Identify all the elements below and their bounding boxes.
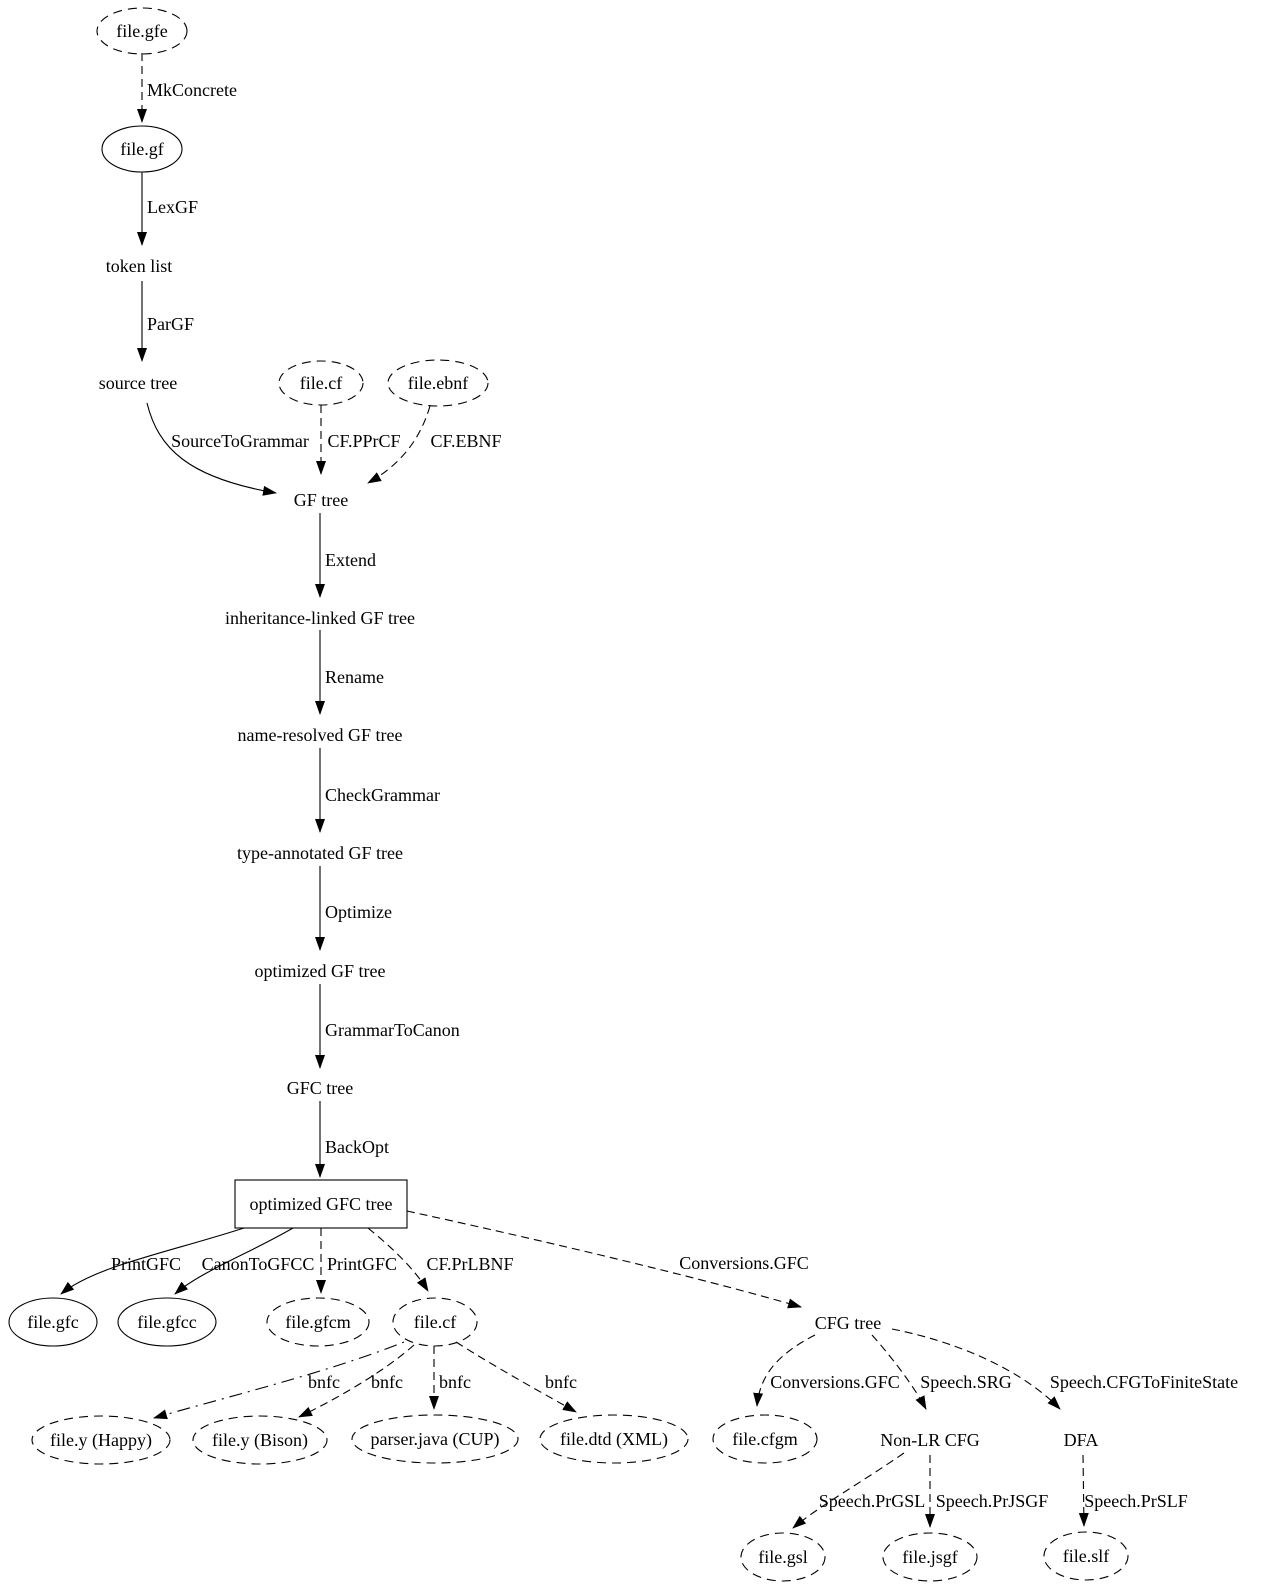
edge-label-bnfc-3: bnfc	[439, 1372, 471, 1392]
edge-label-conversions-gfc-2: Conversions.GFC	[770, 1372, 900, 1392]
node-file-gfcm	[267, 1298, 369, 1346]
edge-label-bnfc-1: bnfc	[308, 1372, 340, 1392]
node-file-jsgf	[883, 1533, 977, 1581]
edge-label-canontogfcc: CanonToGFCC	[201, 1254, 315, 1274]
node-file-cf-top	[279, 361, 363, 405]
edge-label-speech-prslf: Speech.PrSLF	[1084, 1491, 1188, 1511]
node-file-y-happy	[32, 1416, 170, 1464]
file-jsgf-label: file.jsgf	[902, 1547, 958, 1567]
node-file-gfe	[97, 8, 187, 54]
file-gf-label: file.gf	[120, 139, 164, 159]
edge-label-printgfc-1: PrintGFC	[110, 1254, 182, 1274]
file-dtd-xml-label: file.dtd (XML)	[560, 1429, 668, 1449]
nodes	[9, 8, 1128, 1581]
edge-label-printgfc-2: PrintGFC	[326, 1254, 398, 1274]
edge-label-extend: Extend	[325, 550, 376, 570]
edge-label-sourcetogrammar: SourceToGrammar	[171, 431, 309, 451]
edge-conversions-gfc-2	[757, 1335, 815, 1406]
file-gfcm-label: file.gfcm	[285, 1312, 351, 1332]
node-file-gsl	[741, 1533, 825, 1581]
node-file-cfgm	[713, 1415, 817, 1463]
file-slf-label: file.slf	[1062, 1546, 1110, 1566]
parser-java-cup-label: parser.java (CUP)	[370, 1429, 500, 1449]
node-cfg-tree: CFG tree	[814, 1313, 882, 1333]
node-name-resolved-gf-tree: name-resolved GF tree	[237, 725, 403, 745]
file-cf-top-label: file.cf	[299, 373, 343, 393]
node-type-annotated-gf-tree: type-annotated GF tree	[237, 843, 403, 863]
optimized-gfc-tree-label: optimized GFC tree	[249, 1194, 393, 1214]
node-file-slf	[1044, 1532, 1128, 1580]
edge-label-optimize: Optimize	[325, 902, 392, 922]
edge-labels	[111, 80, 1238, 1511]
edge-label-backopt: BackOpt	[325, 1137, 389, 1157]
edge-label-grammartocanon: GrammarToCanon	[325, 1020, 460, 1040]
file-y-bison-label: file.y (Bison)	[212, 1430, 308, 1450]
edge-label-checkgrammar: CheckGrammar	[325, 785, 440, 805]
node-optimized-gf-tree: optimized GF tree	[254, 961, 386, 981]
node-file-cf-bottom	[393, 1298, 477, 1346]
file-cf-bottom-label: file.cf	[413, 1312, 457, 1332]
file-gsl-label: file.gsl	[758, 1547, 808, 1567]
node-file-dtd-xml	[540, 1415, 688, 1463]
node-file-gf	[102, 126, 182, 172]
edge-label-bnfc-4: bnfc	[545, 1372, 577, 1392]
edge-label-speech-cfgtofinitestate: Speech.CFGToFiniteState	[1049, 1372, 1239, 1392]
node-file-gfcc	[118, 1298, 216, 1346]
edge-speech-cfgtofinitestate	[892, 1329, 1060, 1409]
edge-label-speech-prgsl: Speech.PrGSL	[818, 1491, 926, 1511]
node-file-y-bison	[193, 1416, 327, 1464]
node-inheritance-linked-gf-tree: inheritance-linked GF tree	[225, 608, 415, 628]
edge-label-lexgf: LexGF	[147, 197, 198, 217]
file-gfe-label: file.gfe	[116, 21, 168, 41]
node-source-tree: source tree	[98, 373, 178, 393]
file-cfgm-label: file.cfgm	[732, 1429, 798, 1449]
file-gfcc-label: file.gfcc	[137, 1312, 197, 1332]
node-file-gfc	[9, 1298, 97, 1346]
file-y-happy-label: file.y (Happy)	[50, 1430, 152, 1450]
node-token-list: token list	[105, 256, 173, 276]
file-ebnf-label: file.ebnf	[407, 373, 469, 393]
node-non-lr-cfg: Non-LR CFG	[880, 1430, 980, 1450]
node-file-ebnf	[388, 360, 488, 406]
node-gf-tree: GF tree	[293, 490, 349, 510]
edge-label-pargf: ParGF	[147, 314, 195, 334]
edges	[61, 53, 1084, 1528]
edge-label-bnfc-2: bnfc	[371, 1372, 403, 1392]
edge-label-cf-ebnf: CF.EBNF	[430, 431, 502, 451]
edge-label-rename: Rename	[325, 667, 384, 687]
node-dfa: DFA	[1063, 1430, 1099, 1450]
edge-label-mkconcrete: MkConcrete	[147, 80, 237, 100]
edge-label-speech-prjsgf: Speech.PrJSGF	[935, 1491, 1049, 1511]
node-gfc-tree: GFC tree	[286, 1078, 354, 1098]
file-gfc-label: file.gfc	[27, 1312, 79, 1332]
node-parser-java-cup	[352, 1415, 518, 1463]
node-optimized-gfc-tree	[235, 1180, 407, 1228]
edge-label-speech-srg: Speech.SRG	[920, 1372, 1012, 1392]
edge-label-cf-prlbnf: CF.PrLBNF	[426, 1254, 514, 1274]
edge-label-conversions-gfc-1: Conversions.GFC	[679, 1253, 809, 1273]
edge-label-cf-pprcf: CF.PPrCF	[327, 431, 401, 451]
